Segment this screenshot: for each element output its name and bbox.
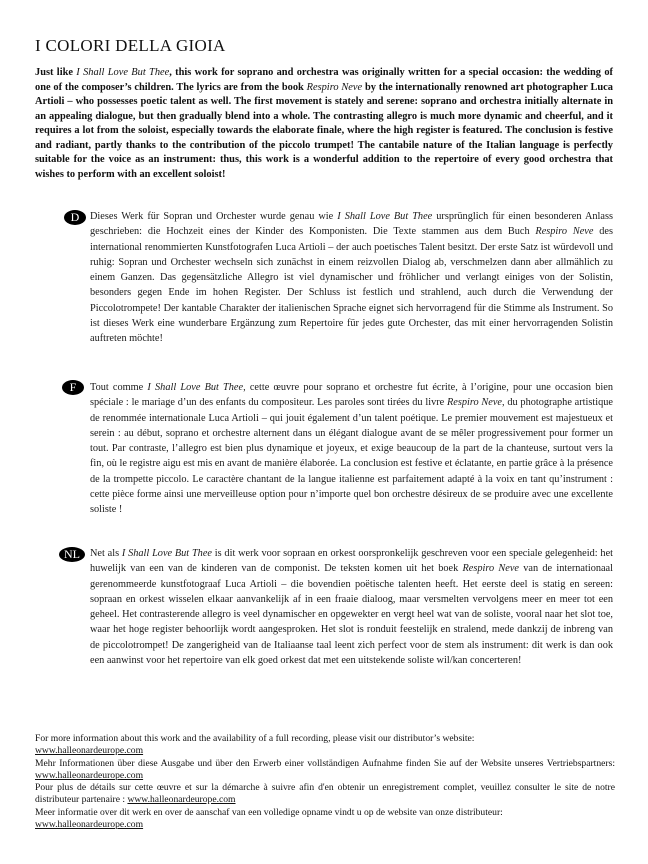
work-title: I Shall Love But Thee [337, 211, 433, 222]
footer-english: For more information about this work and the availability of a full recording, please visit our distributor’s website: www.halleonardeurope.com [35, 733, 475, 757]
distributor-link-en[interactable]: www.halleonardeurope.com [35, 745, 144, 757]
distributor-link-de[interactable]: www.halleonardeurope.com [35, 769, 144, 781]
distributor-link-fr[interactable]: www.halleonardeurope.com [127, 794, 236, 806]
language-badge-de: D [64, 210, 86, 225]
paragraph-german: Dieses Werk für Sopran und Orchester wurde genau wie I Shall Love But Thee ursprünglich für einen besonderen Anlass geschrieben: die Hochzeit eines der Kinder des Komponisten. Die Texte stammen aus dem Buch Respiro Neve des international renommierten Kunstfotografen Luca Artioli – der auch poetisches Talent besitzt. Der erste Satz ist würdevoll und ruhig: Sopran und Orchester wechseln sich zunächst in einem reizvollen Dialog ab, verschmelzen dann aber allmählich zu einem Ganzen. Das gegensätzliche Allegro ist viel dynamischer und fröhlicher und verlangt einiges von der Solistin, besonders gegen Ende im hohen Register. Der Schluss ist festlich und strahlend, auch durch die Verwendung der Piccolotrompete! Der kantable Charakter der italienischen Sprache eignet sich hervorragend für die Stimme als Instrument. So ist dieses Werk eine wunderbare Ergänzung zum Repertoire für jedes gute Orchester, das mit einer hervorragenden Solistin auftreten möchte! [90, 211, 613, 345]
book-title: Respiro Neve [535, 226, 594, 238]
work-title: I Shall Love But Thee [147, 382, 244, 393]
page-title: I COLORI DELLA GIOIA [35, 36, 226, 56]
language-badge-fr: F [62, 380, 84, 395]
intro-paragraph-english: Just like I Shall Love But Thee, this work for soprano and orchestra was originally written for a special occasion: the wedding of one of the composer’s children. The lyrics are from the book Respiro Neve by the internationally renowned art photographer Luca Artioli – who possesses poetic talent as well. The first movement is stately and serene: soprano and orchestra initially alternate in an appealing dialogue, but then gradually blend into a whole. The contrasting allegro is much more dynamic and cheerful, and it requires a lot from the soloist, especially towards the elaborate finale, where the high register is featured. The conclusion is festive and radiant, partly thanks to the contribution of the piccolo trumpet! The cantabile nature of the Italian language is perfectly suitable for the voice as an instrument: thus, this work is a wonderful addition to the repertoire of every good orchestra that wishes to perform with an excellent soloist! [35, 67, 613, 180]
book-title: Respiro Neve [306, 81, 363, 93]
book-title: Respiro Neve [447, 397, 503, 409]
work-title: I Shall Love But Thee [76, 67, 170, 78]
distributor-link-nl[interactable]: www.halleonardeurope.com [35, 819, 144, 831]
book-title: Respiro Neve [462, 563, 519, 575]
footer-french: Pour plus de détails sur cette œuvre et sur la démarche à suivre afin d'en obtenir un enregistrement complet, veuillez consulter le site de notre distributeur partenaire : www.halleonardeurope.com [35, 782, 615, 806]
paragraph-dutch: Net als I Shall Love But Thee is dit werk voor sopraan en orkest oorspronkelijk geschreven voor een speciale gelegenheid: het huwelijk van een van de kinderen van de componist. De teksten komen uit het boek Respiro Neve van de internationaal gerenommeerde kunstfotograaf Luca Artioli – die bovendien poëtische talenten heeft. Het eerste deel is statig en sereen: sopraan en orkest wisselen elkaar aanvankelijk af in een fraaie dialoog, maar versmelten vervolgens meer en meer tot een geheel. Het contrasterende allegro is veel dynamischer en opgewekter en vergt heel wat van de soliste, vooral naar het slot toe, waar het hoge register behoorlijk wordt aangesproken. Het slot is ronduit feestelijk en stralend, mede dankzij de inbreng van de piccolotrompet! De zangerigheid van de Italiaanse taal leent zich perfect voor de stem als instrument: dit werk is dan ook een aanwinst voor het repertoire van elk goed orkest dat met een uitstekende soliste wil/kan concerteren! [90, 548, 613, 667]
paragraph-french: Tout comme I Shall Love But Thee, cette œuvre pour soprano et orchestre fut écrite, à l’origine, pour une occasion bien spéciale : le mariage d’un des enfants du compositeur. Les paroles sont tirées du livre Respiro Neve, du photographe artistique de renommée internationale Luca Artioli – qui jouit également d’un talent poétique. Le premier mouvement est majestueux et serein : au début, soprano et orchestre alternent dans un élégant dialogue avant de se mêler progressivement pour former un tout. Par contraste, l’allegro est bien plus dynamique et joyeux, et exige beaucoup de la part de la chanteuse, surtout vers la fin, où le registre aigu est mis en avant de manière élaborée. La conclusion est festive et éclatante, en partie grâce à la présence de la trompette piccolo. Le caractère chantant de la langue italienne est parfaitement adapté à la voix en tant qu’instrument : cette pièce forme ainsi une merveilleuse option pour n’importe quel bon orchestre désireux de se produire avec une excellente soliste ! [90, 382, 613, 516]
language-badge-nl: NL [59, 547, 85, 562]
footer-dutch: Meer informatie over dit werk en over de aanschaf van een volledige opname vindt u op de website van onze distributeur: www.halleonardeurope.com [35, 806, 503, 831]
footer-german: Mehr Informationen über diese Ausgabe und über den Erwerb einer vollständigen Aufnahme finden Sie auf der Website unseres Vertriebspartners: www.halleonardeurope.com [35, 757, 615, 781]
distributor-info [35, 733, 615, 831]
work-title: I Shall Love But Thee [121, 548, 212, 559]
